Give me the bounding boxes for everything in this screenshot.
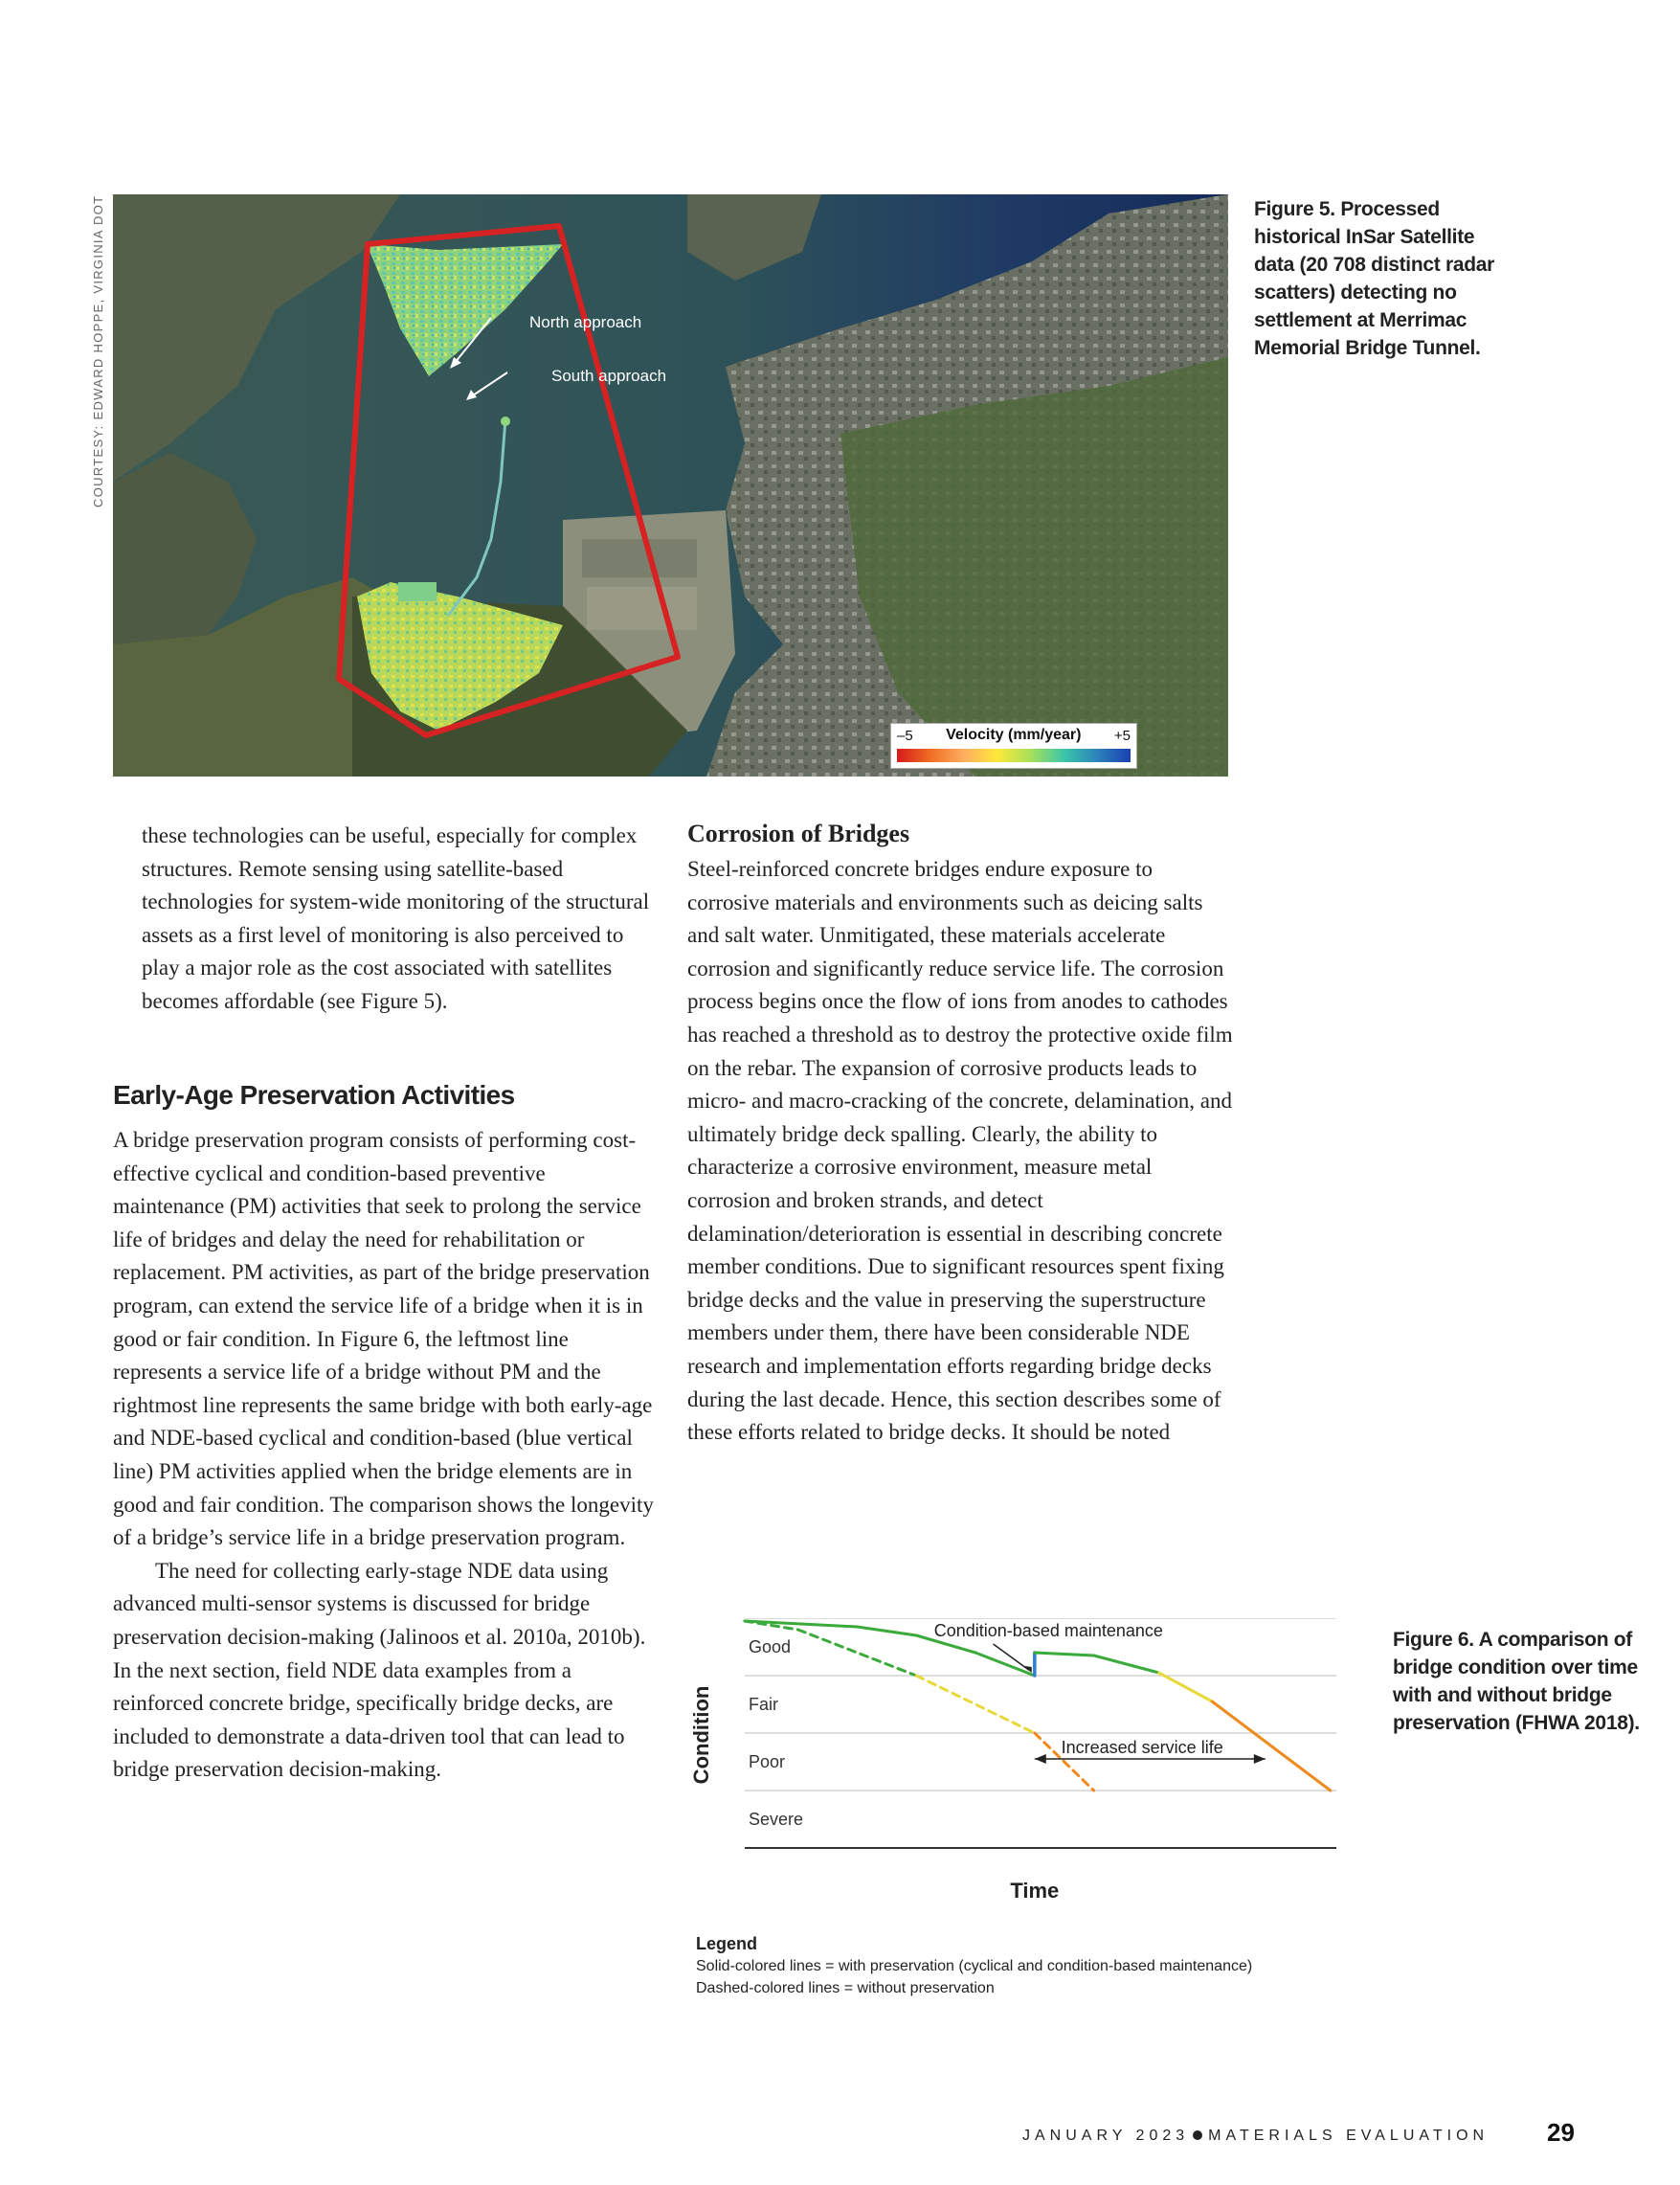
service-life-arrow-right [1254,1754,1266,1764]
footer-issue-date: JANUARY 2023 [1022,2128,1190,2144]
satellite-image [113,194,1228,777]
figure-5-satellite-map [113,194,1228,777]
series-solid-segment-7 [1159,1673,1213,1701]
legend-solid-entry: Solid-colored lines = with preservation (cyclical and condition-based maintenance) [696,1958,1253,1974]
photo-credit: COURTESY: EDWARD HOPPE, VIRGINIA DOT [91,194,105,507]
annotation-service-life: Increased service life [1061,1738,1223,1757]
bullet-icon [1193,2130,1202,2140]
series-solid-segment-5 [1035,1653,1094,1656]
series-dashed-segment-2 [916,1676,1035,1733]
figure-5-caption: Figure 5. Processed historical InSar Satellite data (20 708 distinct radar scatters) detecting no settlement at Merrimac Memorial Bridge Tunnel. [1254,198,1495,359]
early-age-paragraph-2: The need for collecting early-stage NDE data using advanced multi-sensor systems is discussed for bridge preservation decision-making (Jalinoos et al. 2010a, 2010b). In the next section, field NDE data examples from a reinforced concrete bridge, specifically bridge decks, are included to demonstrate a data-driven tool that can lead to bridge preservation decision-making. [113,1558,646,1782]
footer-journal [1022,2128,1489,2145]
figure-6-chart [687,1618,1386,1934]
service-life-arrow-left [1035,1754,1046,1764]
footer-journal-name: MATERIALS EVALUATION [1208,2128,1490,2144]
page-number: 29 [1547,2118,1575,2147]
series-solid-segment-1 [857,1627,916,1635]
condition-chart-svg [687,1618,1386,1934]
north-approach-label: North approach [529,313,642,331]
figure-6-caption: Figure 6. A comparison of bridge condition over time with and without bridge preservation (FHWA 2018). [1393,1629,1640,1734]
corrosion-body [687,853,1238,1450]
annotation-maintenance: Condition-based maintenance [933,1621,1163,1641]
lead-paragraph: these technologies can be useful, especially for complex structures. Remote sensing using satellite-based technologies for system-wide monitoring of the structural assets as a first level of monitoring is also perceived to play a major role as the cost associated with satellites becomes affordable (see Figure 5). [142,823,650,1013]
early-age-paragraph-1: A bridge preservation program consists of performing cost-effective cyclical and condition-based preventive maintenance (PM) activities that seek to prolong the service life of bridges and delay the need for rehabilitation or replacement. PM activities, as part of the bridge preservation program, can extend the service life of a bridge when it is in good or fair condition. In Figure 6, the leftmost line represents a service life of a bridge without PM and the rightmost line represents the same bridge with both early-age and NDE-based cyclical and condition-based (blue vertical line) PM activities applied when the bridge elements are in good and fair condition. The comparison shows the longevity of a bridge’s service life in a bridge preservation program. [113,1128,654,1550]
south-approach-label: South approach [551,367,667,385]
corrosion-heading: Corrosion of Bridges [687,820,910,847]
y-axis-label: Condition [689,1685,713,1785]
figure-6-legend [696,1932,1366,1999]
y-category-good: Good [749,1637,792,1656]
y-category-severe: Severe [749,1810,804,1829]
velocity-legend [890,723,1137,769]
series-solid-segment-6 [1094,1656,1159,1673]
legend-dashed-entry: Dashed-colored lines = without preservation [696,1980,995,1996]
early-age-heading: Early-Age Preservation Activities [113,1080,515,1110]
velocity-color-scale [897,749,1131,762]
velocity-min-label: –5 [897,727,913,744]
y-category-poor: Poor [749,1752,786,1771]
early-age-body [113,1124,659,1787]
legend-title: Legend [696,1934,758,1953]
y-category-fair: Fair [749,1695,778,1714]
velocity-max-label: +5 [1113,727,1131,744]
velocity-title: Velocity (mm/year) [946,727,1082,743]
series-solid-segment-3 [975,1653,1035,1676]
corrosion-paragraph: Steel-reinforced concrete bridges endure exposure to corrosive materials and environments such as deicing salts and salt water. Unmitigated, these materials accelerate corrosion and significantly reduce service life. The corrosion process begins once the flow of ions from anodes to cathodes has reached a threshold as to destroy the protective oxide film on the rebar. The expansion of corrosive products leads to micro- and macro-cracking of the concrete, delamination, and ultimately bridge deck spalling. Clearly, the ability to characterize a corrosive environment, measure metal corrosion and broken strands, and detect delamination/deterioration is essential in describing concrete member conditions. Due to significant resources spent fixing bridge decks and the value in preserving the superstructure members under them, there have been considerable NDE research and implementation efforts regarding bridge decks during the last decade. Hence, this section describes some of these efforts related to bridge decks. It should be noted [687,857,1233,1445]
x-axis-label: Time [1010,1879,1060,1903]
series-dashed-segment-1 [798,1630,917,1676]
series-solid-segment-8 [1212,1701,1331,1791]
